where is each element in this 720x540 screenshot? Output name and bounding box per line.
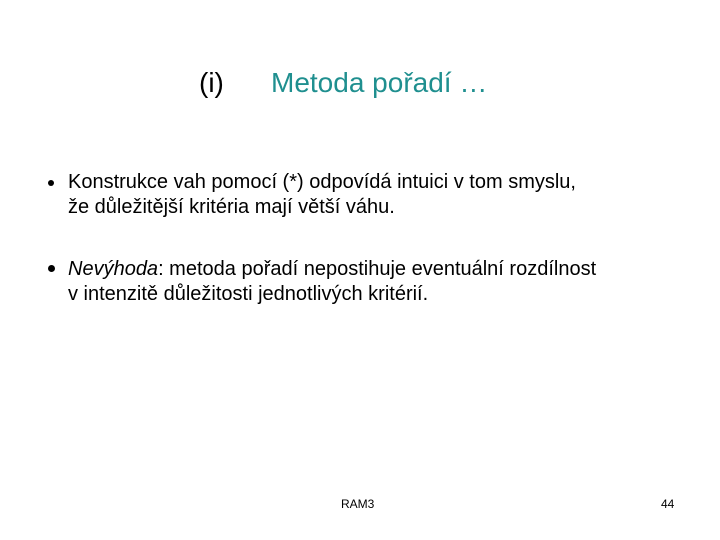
footer-label: RAM3 [341, 497, 375, 511]
bullet-text-1 [68, 170, 698, 220]
bullet-2-line-1 [68, 257, 698, 282]
bullet-text-2 [68, 257, 698, 307]
bullet-1-line-2: že důležitější kritéria mají větší váhu. [68, 196, 395, 218]
bullet-2-emphasis: Nevýhoda [68, 258, 159, 280]
slide-title [0, 63, 720, 103]
bullet-2-line-2: v intenzitě důležitosti jednotlivých kritérií. [68, 283, 429, 305]
bullet-item-2 [48, 257, 698, 307]
title-text: Metoda pořadí … [271, 67, 488, 98]
bullet-2-line-1-rest: : metoda pořadí nepostihuje eventuální rozdílnost [158, 258, 597, 280]
bullet-1-line-1: Konstrukce vah pomocí (*) odpovídá intuici v tom smyslu, [68, 171, 576, 193]
page-number: 44 [661, 497, 675, 511]
bullet-icon [48, 180, 54, 186]
bullet-icon [48, 265, 55, 272]
bullet-item-1 [48, 170, 698, 220]
title-prefix: (i) [199, 67, 224, 98]
